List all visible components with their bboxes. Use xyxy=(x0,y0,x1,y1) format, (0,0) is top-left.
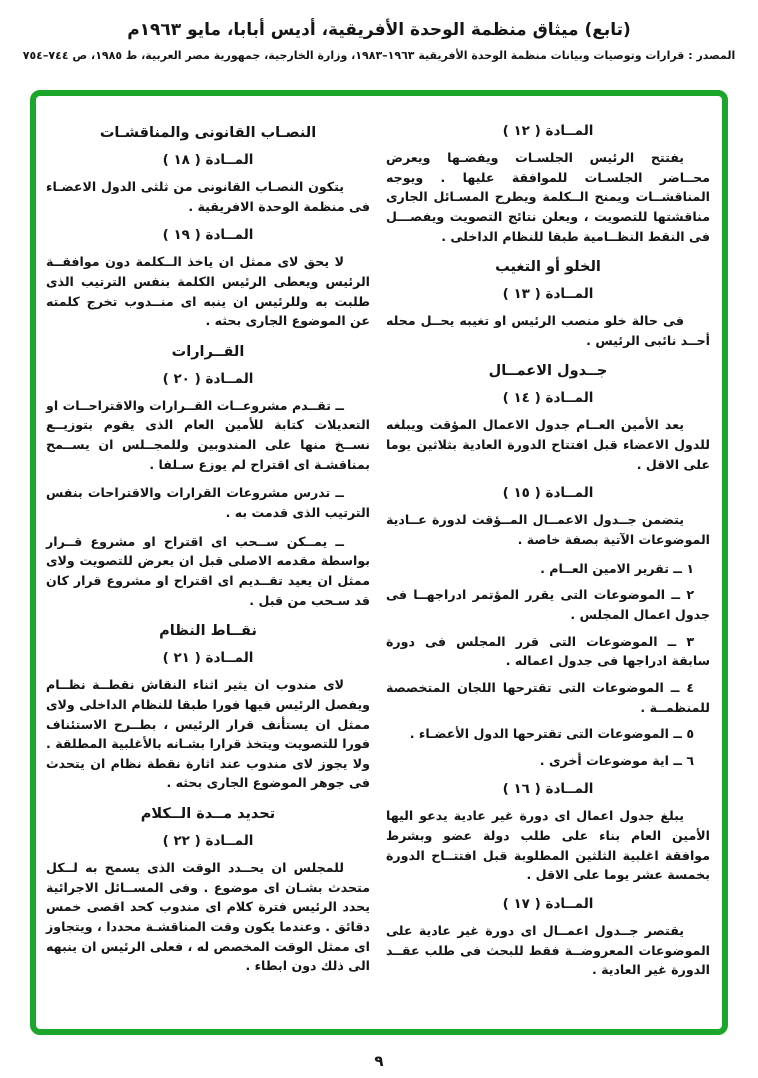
section-heading: جــدول الاعمــال xyxy=(488,363,608,380)
article-heading: المــادة ( ١٤ ) xyxy=(502,390,594,407)
column-right-articles-12-17 xyxy=(386,112,710,1021)
paragraph: ــ تدرس مشروعات القرارات والاقتراحات بنفس الترتيب الذى قدمت به . xyxy=(46,485,370,521)
article-heading: المــادة ( ٢٠ ) xyxy=(162,370,254,387)
list-item: ٢ ــ الموضوعات التى يقرر المؤتمر ادراجهــا فى جدول اعمال المجلس . xyxy=(386,587,710,622)
section-heading: تحديد مــدة الــكلام xyxy=(140,806,276,823)
list-item: ٤ ــ الموضوعات التى تقترحها اللجان المتخصصة للمنظمــة . xyxy=(386,679,710,715)
paragraph: لاى مندوب ان يثير اثناء النقاش نقطــة نظــام ويفصل الرئيس فيها فورا طبقا للنظام الداخلى ولاى ممثل ان يستأنف قرار الرئيس ، بطــرح الاستئناف فورا للتصويت ويتخذ قرارا بشـانه بالأغلبية المطلقة . ولا يجوز لاى مندوب عند اثارة نقطة نظام ان يتحدث فى جوهر الموضوع الجارى بحثه . xyxy=(46,677,370,791)
article-heading: المــادة ( ١٨ ) xyxy=(162,152,254,168)
section-heading: نقــاط النظام xyxy=(159,623,257,640)
paragraph: يقتصر جــدول اعمــال اى دورة غير عادية على الموضوعات المعروضــة فقط للبحث فى طلب عقــد الدورة غير العادية . xyxy=(386,923,710,978)
page-header xyxy=(0,0,758,62)
paragraph: يتكون النصـاب القانونى من ثلثى الدول الاعضـاء فى منظمة الوحدة الافريقية . xyxy=(46,179,370,214)
paragraph: يتضمن جــدول الاعمــال المــؤقت لدورة عــادية الموضوعات الآتية بصفة خاصة . xyxy=(386,512,710,548)
section-heading: النصـاب القانونى والمناقشـات xyxy=(99,125,317,141)
section-heading: القــرارات xyxy=(171,343,245,360)
document-title: (تابع) ميثاق منظمة الوحدة الأفريقية، أديس أبابا، مايو ١٩٦٣م xyxy=(127,20,631,40)
source-citation: المصدر : قرارات وتوصيات وبيانات منظمة الوحدة الأفريقية ١٩٦٣–١٩٨٣، وزارة الخارجية، جمهورية مصر العربية، ط ١٩٨٥، ص ٧٤٤–٧٥٤ xyxy=(22,49,736,62)
article-heading: المــادة ( ٢٢ ) xyxy=(162,833,254,850)
column-left-articles-18-22 xyxy=(46,112,370,1021)
paragraph: يبلغ جدول اعمال اى دورة غير عادية يدعو اليها الأمين العام بناء على طلب دولة عضو وبشرط موافقة اغلبية الثلثين المطلوبة قبل افتتــاح الدورة بخمسة عشر يوما على الاقل . xyxy=(386,808,710,883)
paragraph: فى حالة خلو منصب الرئيس او تغيبه يحــل محله أحــد نائبى الرئيس . xyxy=(386,313,710,348)
paragraph: يفتتح الرئيس الجلسـات ويفضـها ويعرض محــاضر الجلسـات للموافقة عليها . ويوجه المناقشــات ويمنح الــكلمة ويطرح المسـائل الجارى مناقشتها للتصويت ، ويعلن نتائج التصويت ويفصـــل فى النقط النظــامية طبقا للنظام الداخلى . xyxy=(386,150,710,244)
paragraph: للمجلس ان يحــدد الوقت الذى يسمح به لــكل متحدث بشـان اى موضوع . وفى المســائل الاجرائية يحدد الرئيس فترة كلام اى مندوب كحد اقصى خمس دقائق . وعندما يكون وقت المناقشـة محددا ، ويتجاوز اى ممثل الوقت المخصص له ، فعلى الرئيس ان ينبهه الى ذلك دون ابطاء . xyxy=(46,860,370,974)
page-frame xyxy=(30,90,728,1035)
article-heading: المــادة ( ١٥ ) xyxy=(502,485,594,502)
article-heading: المــادة ( ١٢ ) xyxy=(502,123,594,139)
list-item: ٣ ــ الموضوعات التى قرر المجلس فى دورة سابقة ادراجها فى جدول اعماله . xyxy=(386,633,710,669)
paragraph: ــ يمــكن ســحب اى اقتراح او مشروع قــرار بواسطة مقدمه الاصلى قبل ان يعرض للتصويت ولاى ممثل ان يعيد تقــديم اى اقتراح او مشروع قرار كان قد سـحب من قبل . xyxy=(46,533,370,608)
article-heading: المــادة ( ١٩ ) xyxy=(162,227,254,244)
section-heading: الخلو أو التغيب xyxy=(495,259,601,276)
list-item: ٦ ــ اية موضوعات أخرى . xyxy=(539,752,694,768)
article-heading: المــادة ( ٢١ ) xyxy=(162,650,254,667)
paragraph: لا يحق لاى ممثل ان ياخذ الــكلمة دون موافقــة الرئيس ويعطى الرئيس الكلمة بنفس الترتيب الذى طلبت به وللرئيس ان ينبه اى منــدوب تخرج كلمته عن الموضوع الجارى بحثه . xyxy=(46,254,370,329)
article-heading: المــادة ( ١٦ ) xyxy=(502,781,594,798)
list-item: ١ ــ تقرير الامين العــام . xyxy=(540,560,694,576)
article-heading: المــادة ( ١٣ ) xyxy=(502,286,594,303)
page-number: ٩ xyxy=(374,1052,384,1070)
paragraph: ــ تقــدم مشروعــات القــرارات والاقتراحــات او التعديلات كتابة للأمين العام الذى يقوم بتوزيــع نســخ منها على المندوبين وللمجــلس ان يســمح بمناقشـة اى اقتراح لم يوزع سـلفا . xyxy=(46,397,370,472)
list-item: ٥ ــ الموضوعات التى تقترحها الدول الأعضـاء . xyxy=(409,726,694,742)
paragraph: يعد الأمين العــام جدول الاعمال المؤقت ويبلغه للدول الاعضاء قبل افتتاح الدورة العادية بثلاثين يوما على الاقل . xyxy=(386,417,710,472)
article-heading: المــادة ( ١٧ ) xyxy=(502,896,594,913)
